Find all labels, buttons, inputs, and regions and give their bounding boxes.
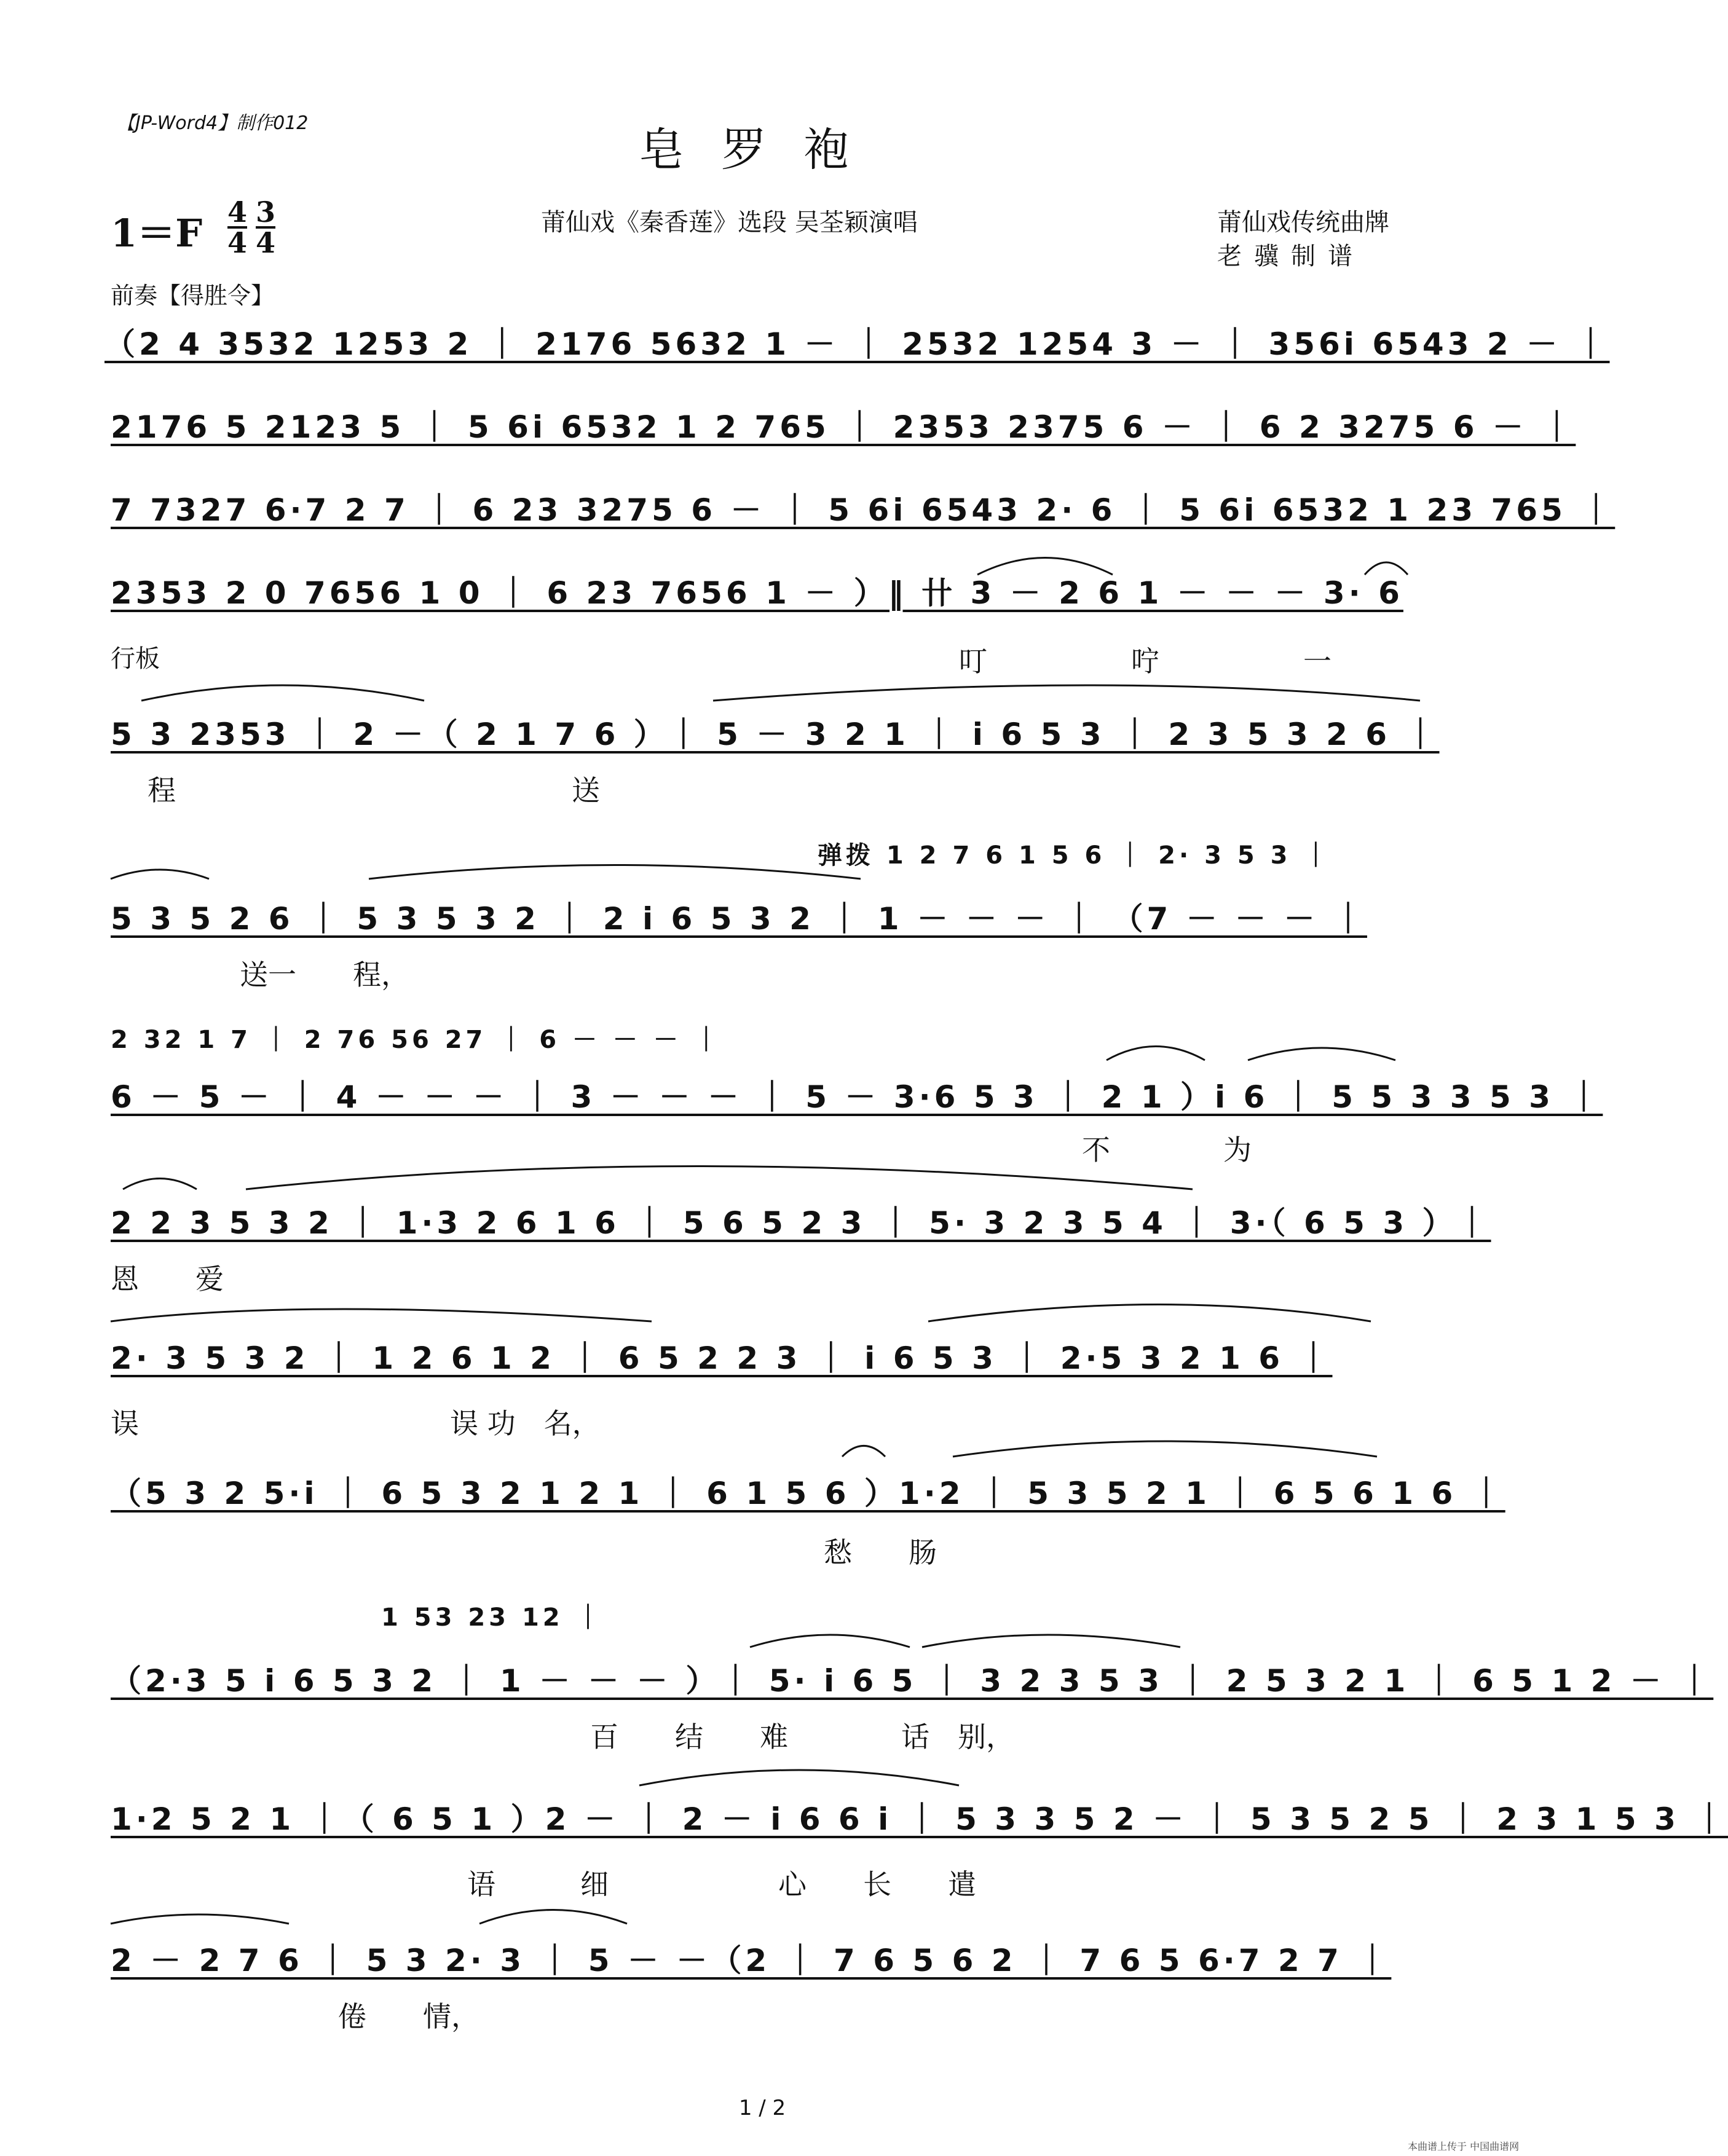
staff-2: 2176 5 2123 5 ｜ 5 6i 6532 1 2 765 ｜ 2353 2375 6 － ｜ 6 2 3275 6 － ｜ bbox=[111, 409, 1576, 445]
lyrics-5: 程 送 bbox=[148, 774, 600, 807]
tempo-label: 行板 bbox=[111, 645, 160, 673]
prelude-label: 前奏【得胜令】 bbox=[111, 282, 275, 309]
staff-4: 2353 2 0 7656 1 0 ｜ 6 23 7656 1 － ）‖ 卄 3 － 2 6 1 － － － 3· 6 bbox=[111, 575, 1403, 611]
lyrics-8: 恩 爱 bbox=[111, 1262, 224, 1296]
staff-5: 5 3 2353 ｜ 2 －（ 2 1 7 6 ）｜ 5 － 3 2 1 ｜ i 6 5 3 ｜ 2 3 5 3 2 6 ｜ bbox=[111, 717, 1440, 752]
lyrics-7: 不 为 bbox=[1082, 1133, 1252, 1167]
lyrics-9: 误 误 功 名， bbox=[111, 1407, 601, 1440]
staff-7-upper: 2 32 1 7 ｜ 2 76 56 27 ｜ 6 － － － ｜ bbox=[111, 1026, 722, 1054]
staff-8: 2 2 3 5 3 2 ｜ 1·3 2 6 1 6 ｜ 5 6 5 2 3 ｜ 5· 3 2 3 5 4 ｜ 3·（ 6 5 3 ）｜ bbox=[111, 1205, 1491, 1241]
upload-stamp: 本曲谱上传于 中国曲谱网 bbox=[1408, 2141, 1520, 2152]
page-number: 1 / 2 bbox=[738, 2096, 786, 2120]
key-signature: 1＝F bbox=[111, 211, 203, 256]
lyrics-13: 倦 情， bbox=[338, 2000, 479, 2033]
lyrics-6: 送一 程， bbox=[240, 958, 409, 991]
staff-11-upper: 1 53 23 12 ｜ bbox=[381, 1603, 604, 1632]
staff-3: 7 7327 6·7 2 7 ｜ 6 23 3275 6 － ｜ 5 6i 6543 2· 6 ｜ 5 6i 6532 1 23 765 ｜ bbox=[111, 492, 1616, 528]
staff-13: 2 － 2 7 6 ｜ 5 3 2· 3 ｜ 5 － －（2 ｜ 7 6 5 6 2 ｜ 7 6 5 6·7 2 7 ｜ bbox=[111, 1943, 1392, 1978]
staff-6: 5 3 5 2 6 ｜ 5 3 5 3 2 ｜ 2 i 6 5 3 2 ｜ 1 － － － ｜ （7 － － － ｜ bbox=[111, 901, 1367, 937]
page-title: 皂罗袍 bbox=[639, 124, 886, 176]
source-line-2: 老骥制谱 bbox=[1217, 242, 1365, 270]
subtitle: 莆仙戏《秦香莲》选段 吴荃颖演唱 bbox=[541, 208, 918, 237]
lyrics-4: 叮 咛 一 bbox=[959, 645, 1338, 678]
staff-6-upper: 弹拨 1 2 7 6 1 5 6 ｜ 2· 3 5 3 ｜ bbox=[818, 841, 1332, 870]
time-signature-2: $\frac{3}{4}$ bbox=[256, 195, 276, 259]
lyrics-12: 语 细 心 长 遣 bbox=[467, 1868, 976, 1901]
lyrics-11: 百 结 难 话 别， bbox=[590, 1720, 1014, 1753]
time-signature-1: $\frac{4}{4}$ bbox=[227, 195, 248, 259]
staff-10: （5 3 2 5·i ｜ 6 5 3 2 1 2 1 ｜ 6 1 5 6 ）1·2 ｜ 5 3 5 2 1 ｜ 6 5 6 1 6 ｜ bbox=[111, 1476, 1505, 1511]
staff-7: 6 － 5 － ｜ 4 － － － ｜ 3 － － － ｜ 5 － 3·6 5 3 ｜ 2 1 ）i 6 ｜ 5 5 3 3 5 3 ｜ bbox=[111, 1079, 1603, 1115]
staff-1: （2 4 3532 1253 2 ｜ 2176 5632 1 － ｜ 2532 1254 3 － ｜ 356i 6543 2 － ｜ bbox=[105, 326, 1610, 362]
lyrics-10: 愁 肠 bbox=[824, 1536, 937, 1569]
credit-text: 【JP-Word4】制作012 bbox=[117, 112, 309, 134]
staff-11: （2·3 5 i 6 5 3 2 ｜ 1 － － － ）｜ 5· i 6 5 ｜ 3 2 3 5 3 ｜ 2 5 3 2 1 ｜ 6 5 1 2 － ｜ bbox=[111, 1663, 1714, 1699]
staff-12: 1·2 5 2 1 ｜（ 6 5 1 ）2 － ｜ 2 － i 6 6 i ｜ 5 3 3 5 2 － ｜ 5 3 5 2 5 ｜ 2 3 1 5 3 ｜ bbox=[111, 1801, 1728, 1837]
source-line-1: 莆仙戏传统曲牌 bbox=[1217, 208, 1389, 237]
staff-9: 2· 3 5 3 2 ｜ 1 2 6 1 2 ｜ 6 5 2 2 3 ｜ i 6 5 3 ｜ 2·5 3 2 1 6 ｜ bbox=[111, 1340, 1333, 1376]
